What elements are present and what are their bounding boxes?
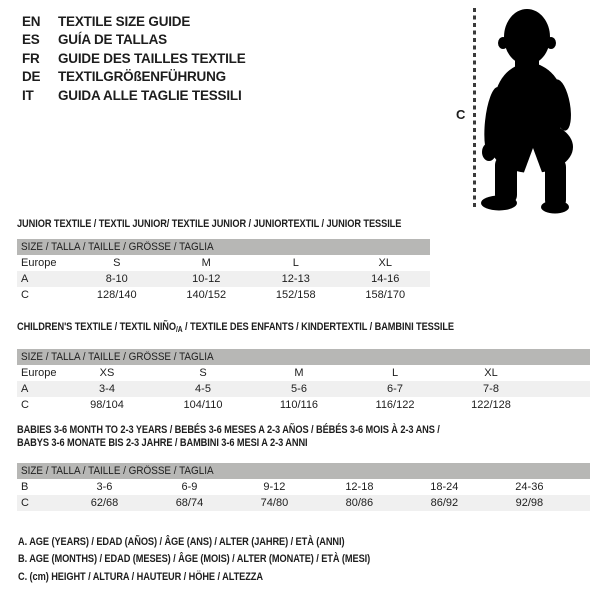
lang-code: ES — [22, 32, 40, 48]
table-row-age — [17, 381, 590, 397]
childrens-textile-section — [17, 321, 590, 413]
value-cell: XL — [484, 366, 498, 379]
row-label: A — [21, 382, 29, 395]
value-cell: 68/74 — [175, 496, 204, 509]
value-cell: 80/86 — [345, 496, 374, 509]
table-row-height — [17, 287, 430, 303]
value-cell: 158/170 — [365, 289, 406, 301]
guide-title: TEXTILGRÖßENFÜHRUNG — [58, 69, 226, 85]
value-cell: 3-6 — [96, 480, 113, 493]
table-row-europe — [17, 365, 590, 381]
babies-size-table — [17, 463, 590, 511]
size-header-row — [17, 463, 590, 479]
value-cell: 98/104 — [90, 398, 124, 411]
value-cell: 140/152 — [186, 289, 227, 301]
guide-title: GUÍA DE TALLAS — [58, 32, 167, 48]
value-cell: 122/128 — [471, 398, 511, 411]
lang-code: EN — [22, 13, 41, 29]
value-cell: 6-9 — [181, 480, 198, 493]
value-cell: 74/80 — [260, 496, 289, 509]
value-cell: 152/158 — [275, 289, 316, 301]
value-cell: XS — [99, 366, 115, 379]
table-row-height — [17, 495, 590, 511]
row-label: C — [21, 289, 29, 301]
value-cell: 92/98 — [515, 496, 544, 509]
value-cell: 12-18 — [345, 480, 374, 493]
height-measure-dashed-line — [473, 8, 476, 210]
table-row-age — [17, 271, 430, 287]
row-label: Europe — [21, 366, 57, 379]
row-label: C — [21, 496, 29, 509]
spacer-cell — [539, 365, 590, 381]
babies-table-title-line2: BABYS 3-6 MONATE BIS 2-3 JAHRE / BAMBINI 3-6 MESI A 2-3 ANNI — [17, 437, 308, 449]
lang-code: IT — [22, 87, 34, 103]
babies-textile-section — [17, 424, 590, 511]
value-cell: 18-24 — [430, 480, 459, 493]
value-cell: 5-6 — [291, 382, 307, 395]
guide-title: GUIDE DES TAILLES TEXTILE — [58, 50, 246, 66]
value-cell: 7-8 — [483, 382, 499, 395]
value-cell: M — [201, 257, 211, 269]
footnote-c: C. (cm) HEIGHT / ALTURA / HAUTEUR / HÖHE / ALTEZZA — [18, 570, 263, 583]
footnote-a: A. AGE (YEARS) / EDAD (AÑOS) / ÂGE (ANS) / ALTER (JAHRE) / ETÀ (ANNI) — [18, 536, 345, 548]
lang-row-it — [22, 86, 246, 105]
guide-title: GUIDA ALLE TAGLIE TESSILI — [58, 87, 242, 103]
size-header-row — [17, 239, 430, 255]
table-row-height — [17, 397, 590, 413]
size-header-row — [17, 349, 590, 365]
junior-table-title: JUNIOR TEXTILE / TEXTIL JUNIOR/ TEXTILE JUNIOR / JUNIORTEXTIL / JUNIOR TESSILE — [17, 218, 402, 230]
size-header-bar: SIZE / TALLA / TAILLE / GRÖSSE / TAGLIA — [17, 463, 590, 479]
value-cell: 14-16 — [371, 273, 400, 285]
value-cell: 10-12 — [192, 273, 221, 285]
lang-code: DE — [22, 69, 41, 85]
legend-footnotes — [18, 534, 437, 586]
value-cell: 8-10 — [105, 273, 128, 285]
value-cell: L — [292, 257, 299, 269]
language-title-list — [22, 12, 246, 105]
value-cell: 110/116 — [279, 398, 319, 411]
baby-toddler-silhouette-icon — [477, 7, 583, 214]
value-cell: S — [199, 366, 207, 379]
childrens-size-table — [17, 349, 590, 413]
value-cell: 104/110 — [183, 398, 223, 411]
spacer-cell — [572, 495, 590, 511]
spacer-cell — [539, 381, 590, 397]
lang-row-fr — [22, 49, 246, 68]
value-cell: 128/140 — [96, 289, 137, 301]
footnote-b: B. AGE (MONTHS) / EDAD (MESES) / ÂGE (MOIS) / ALTER (MONATE) / ETÀ (MESI) — [18, 553, 371, 566]
height-measure-label: C — [456, 107, 466, 122]
value-cell: 86/92 — [430, 496, 459, 509]
lang-code: FR — [22, 50, 40, 66]
lang-row-es — [22, 31, 246, 50]
row-label: Europe — [21, 257, 57, 269]
row-label: C — [21, 398, 29, 411]
value-cell: 116/122 — [375, 398, 415, 411]
spacer-cell — [572, 479, 590, 495]
junior-size-table — [17, 239, 430, 303]
value-cell: S — [113, 257, 121, 269]
size-header-bar: SIZE / TALLA / TAILLE / GRÖSSE / TAGLIA — [17, 349, 590, 365]
value-cell: L — [391, 366, 399, 379]
lang-row-de — [22, 68, 246, 87]
value-cell: 3-4 — [99, 382, 115, 395]
table-row-months — [17, 479, 590, 495]
row-label: B — [21, 480, 29, 493]
value-cell: 9-12 — [263, 480, 286, 493]
size-header-bar: SIZE / TALLA / TAILLE / GRÖSSE / TAGLIA — [17, 239, 430, 255]
lang-row-en — [22, 12, 246, 31]
value-cell: 6-7 — [387, 382, 403, 395]
row-label: A — [21, 273, 29, 285]
value-cell: 4-5 — [195, 382, 211, 395]
babies-table-title-line1: BABIES 3-6 MONTH TO 2-3 YEARS / BEBÉS 3-6 MESES A 2-3 AÑOS / BÉBÉS 3-6 MOIS À 2-3 ANS / — [17, 424, 440, 436]
value-cell: 62/68 — [90, 496, 119, 509]
value-cell: 12-13 — [281, 273, 310, 285]
value-cell: M — [294, 366, 304, 379]
guide-title: TEXTILE SIZE GUIDE — [58, 13, 191, 29]
table-row-europe — [17, 255, 430, 271]
childrens-table-title: CHILDREN'S TEXTILE / TEXTIL $NIÑO_{/A}$ / TEXTILE DES ENFANTS / KINDERTEXTIL / BAMBINI TESSILE — [17, 321, 454, 334]
spacer-cell — [539, 397, 590, 413]
value-cell: 24-36 — [515, 480, 544, 493]
junior-textile-section — [17, 218, 430, 303]
value-cell: XL — [378, 257, 392, 269]
